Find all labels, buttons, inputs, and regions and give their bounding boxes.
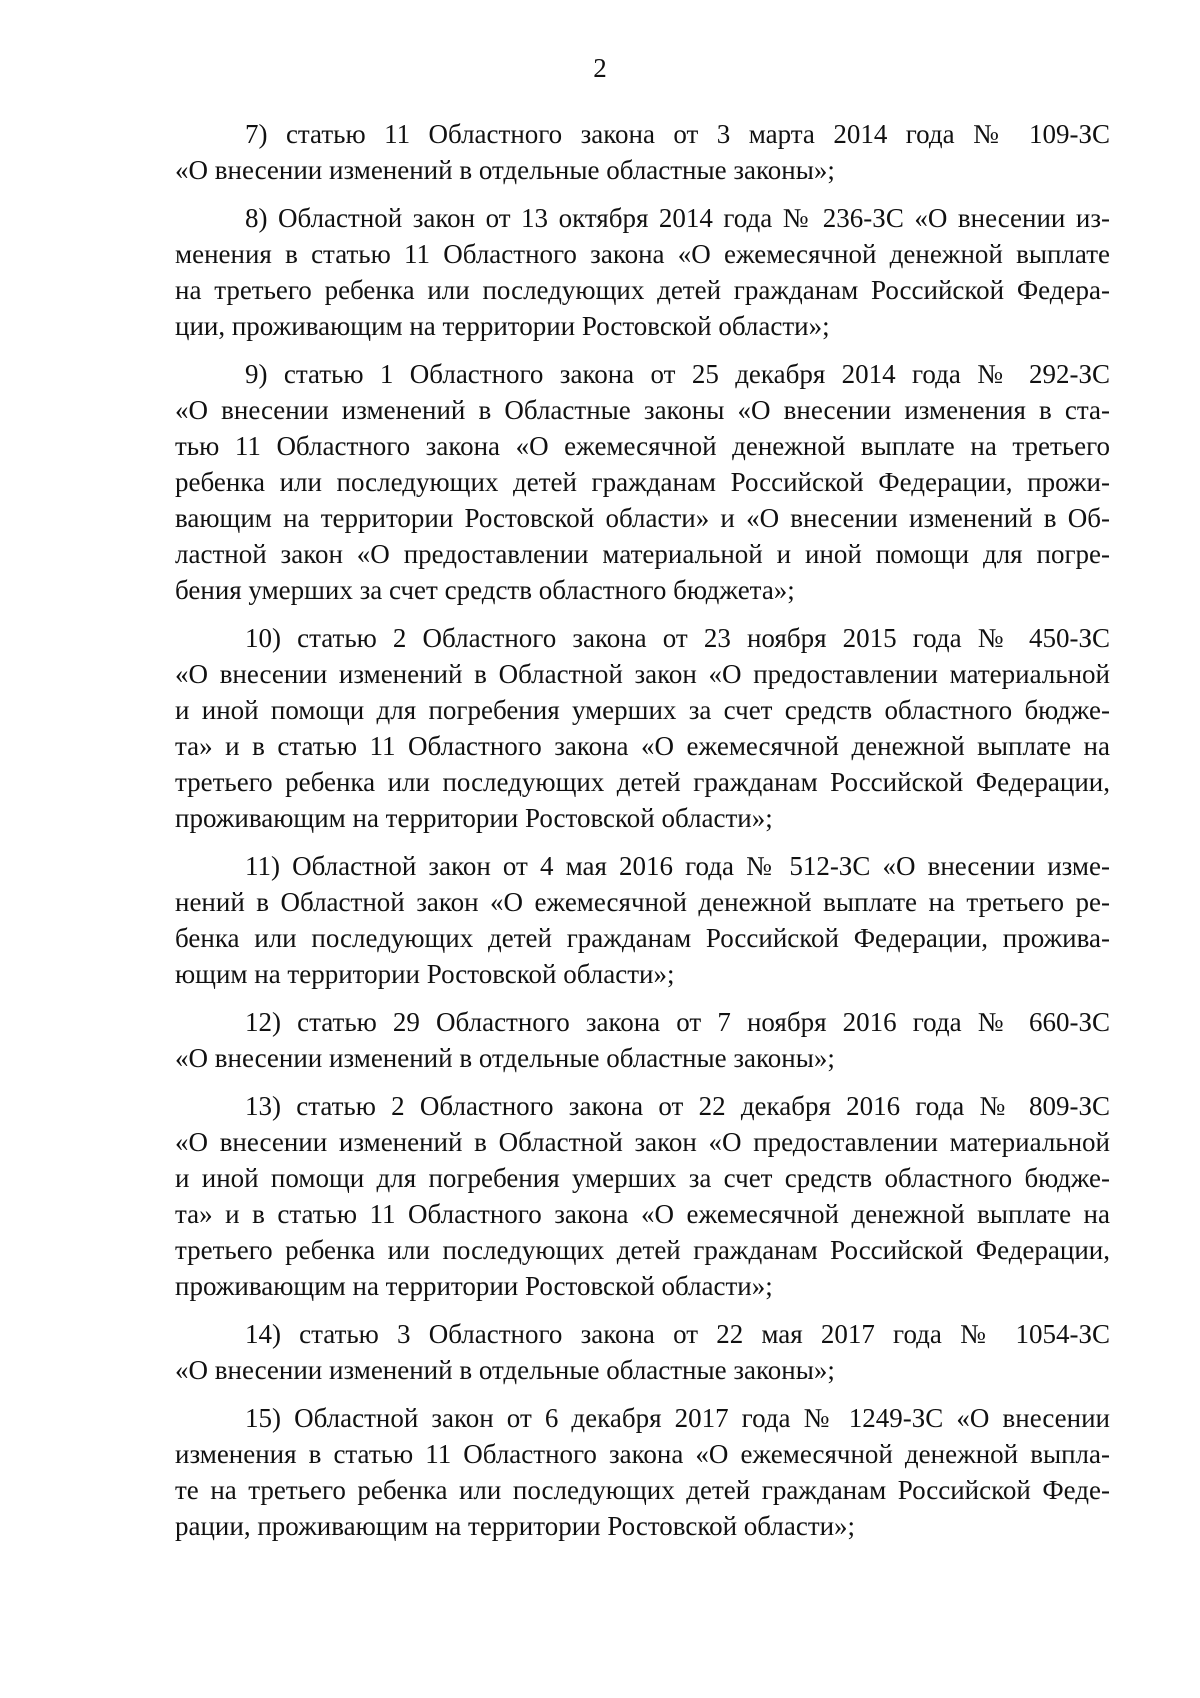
- paragraph-line: «О внесении изменений в Областной закон «О предоставлении материальной: [175, 1127, 1110, 1157]
- list-item: [175, 1004, 1110, 1076]
- page-number: 2: [593, 53, 607, 83]
- document-body: [175, 116, 1110, 1544]
- paragraph-line: 12) статью 29 Областного закона от 7 ноября 2016 года № 660-ЗС: [245, 1007, 1110, 1037]
- paragraph-line: вающим на территории Ростовской области» и «О внесении изменений в Об-: [175, 503, 1110, 533]
- paragraph-line: «О внесении изменений в Областной закон «О предоставлении материальной: [175, 659, 1110, 689]
- paragraph-line: и иной помощи для погребения умерших за счет средств областного бюдже-: [175, 1163, 1110, 1193]
- list-item: [175, 200, 1110, 344]
- paragraph-line: 15) Областной закон от 6 декабря 2017 года № 1249-ЗС «О внесении: [245, 1403, 1110, 1433]
- paragraph-line: 14) статью 3 Областного закона от 22 мая 2017 года № 1054-ЗС: [245, 1319, 1110, 1349]
- paragraph-line: ребенка или последующих детей гражданам Российской Федерации, прожи-: [175, 467, 1110, 497]
- paragraph-line: «О внесении изменений в отдельные областные законы»;: [175, 155, 835, 185]
- paragraph-line: нений в Областной закон «О ежемесячной денежной выплате на третьего ре-: [175, 887, 1110, 917]
- paragraph-line: «О внесении изменений в Областные законы «О внесении изменения в ста-: [175, 395, 1110, 425]
- paragraph-line: менения в статью 11 Областного закона «О ежемесячной денежной выплате: [175, 239, 1110, 269]
- paragraph-line: и иной помощи для погребения умерших за счет средств областного бюдже-: [175, 695, 1110, 725]
- paragraph-line: рации, проживающим на территории Ростовской области»;: [175, 1511, 856, 1541]
- paragraph-line: 11) Областной закон от 4 мая 2016 года № 512-ЗС «О внесении изме-: [245, 851, 1110, 881]
- paragraph-line: третьего ребенка или последующих детей гражданам Российской Федерации,: [175, 767, 1110, 797]
- paragraph-line: та» и в статью 11 Областного закона «О ежемесячной денежной выплате на: [175, 1199, 1110, 1229]
- paragraph-line: «О внесении изменений в отдельные областные законы»;: [175, 1355, 835, 1385]
- paragraph-line: 8) Областной закон от 13 октября 2014 года № 236-ЗС «О внесении из-: [245, 203, 1110, 233]
- list-item: [175, 1400, 1110, 1544]
- paragraph-line: 7) статью 11 Областного закона от 3 марта 2014 года № 109-ЗС: [245, 119, 1110, 149]
- list-item: [175, 848, 1110, 992]
- list-item: [175, 1316, 1110, 1388]
- paragraph-line: изменения в статью 11 Областного закона «О ежемесячной денежной выпла-: [175, 1439, 1110, 1469]
- paragraph-line: тью 11 Областного закона «О ежемесячной денежной выплате на третьего: [175, 431, 1110, 461]
- list-item: [175, 116, 1110, 188]
- paragraph-line: 9) статью 1 Областного закона от 25 декабря 2014 года № 292-ЗС: [245, 359, 1110, 389]
- paragraph-line: проживающим на территории Ростовской области»;: [175, 1271, 773, 1301]
- list-item: [175, 1088, 1110, 1304]
- list-item: [175, 356, 1110, 608]
- paragraph-line: на третьего ребенка или последующих детей гражданам Российской Федера-: [175, 275, 1110, 305]
- paragraph-line: бения умерших за счет средств областного бюджета»;: [175, 575, 795, 605]
- paragraph-line: «О внесении изменений в отдельные областные законы»;: [175, 1043, 835, 1073]
- paragraph-line: проживающим на территории Ростовской области»;: [175, 803, 773, 833]
- paragraph-line: та» и в статью 11 Областного закона «О ежемесячной денежной выплате на: [175, 731, 1110, 761]
- paragraph-line: третьего ребенка или последующих детей гражданам Российской Федерации,: [175, 1235, 1110, 1265]
- paragraph-line: 13) статью 2 Областного закона от 22 декабря 2016 года № 809-ЗС: [245, 1091, 1110, 1121]
- paragraph-line: ластной закон «О предоставлении материальной и иной помощи для погре-: [175, 539, 1110, 569]
- paragraph-line: те на третьего ребенка или последующих детей гражданам Российской Феде-: [175, 1475, 1110, 1505]
- paragraph-line: бенка или последующих детей гражданам Российской Федерации, прожива-: [175, 923, 1110, 953]
- paragraph-line: ющим на территории Ростовской области»;: [175, 959, 675, 989]
- paragraph-line: 10) статью 2 Областного закона от 23 ноября 2015 года № 450-ЗС: [245, 623, 1110, 653]
- list-item: [175, 620, 1110, 836]
- paragraph-line: ции, проживающим на территории Ростовской области»;: [175, 311, 830, 341]
